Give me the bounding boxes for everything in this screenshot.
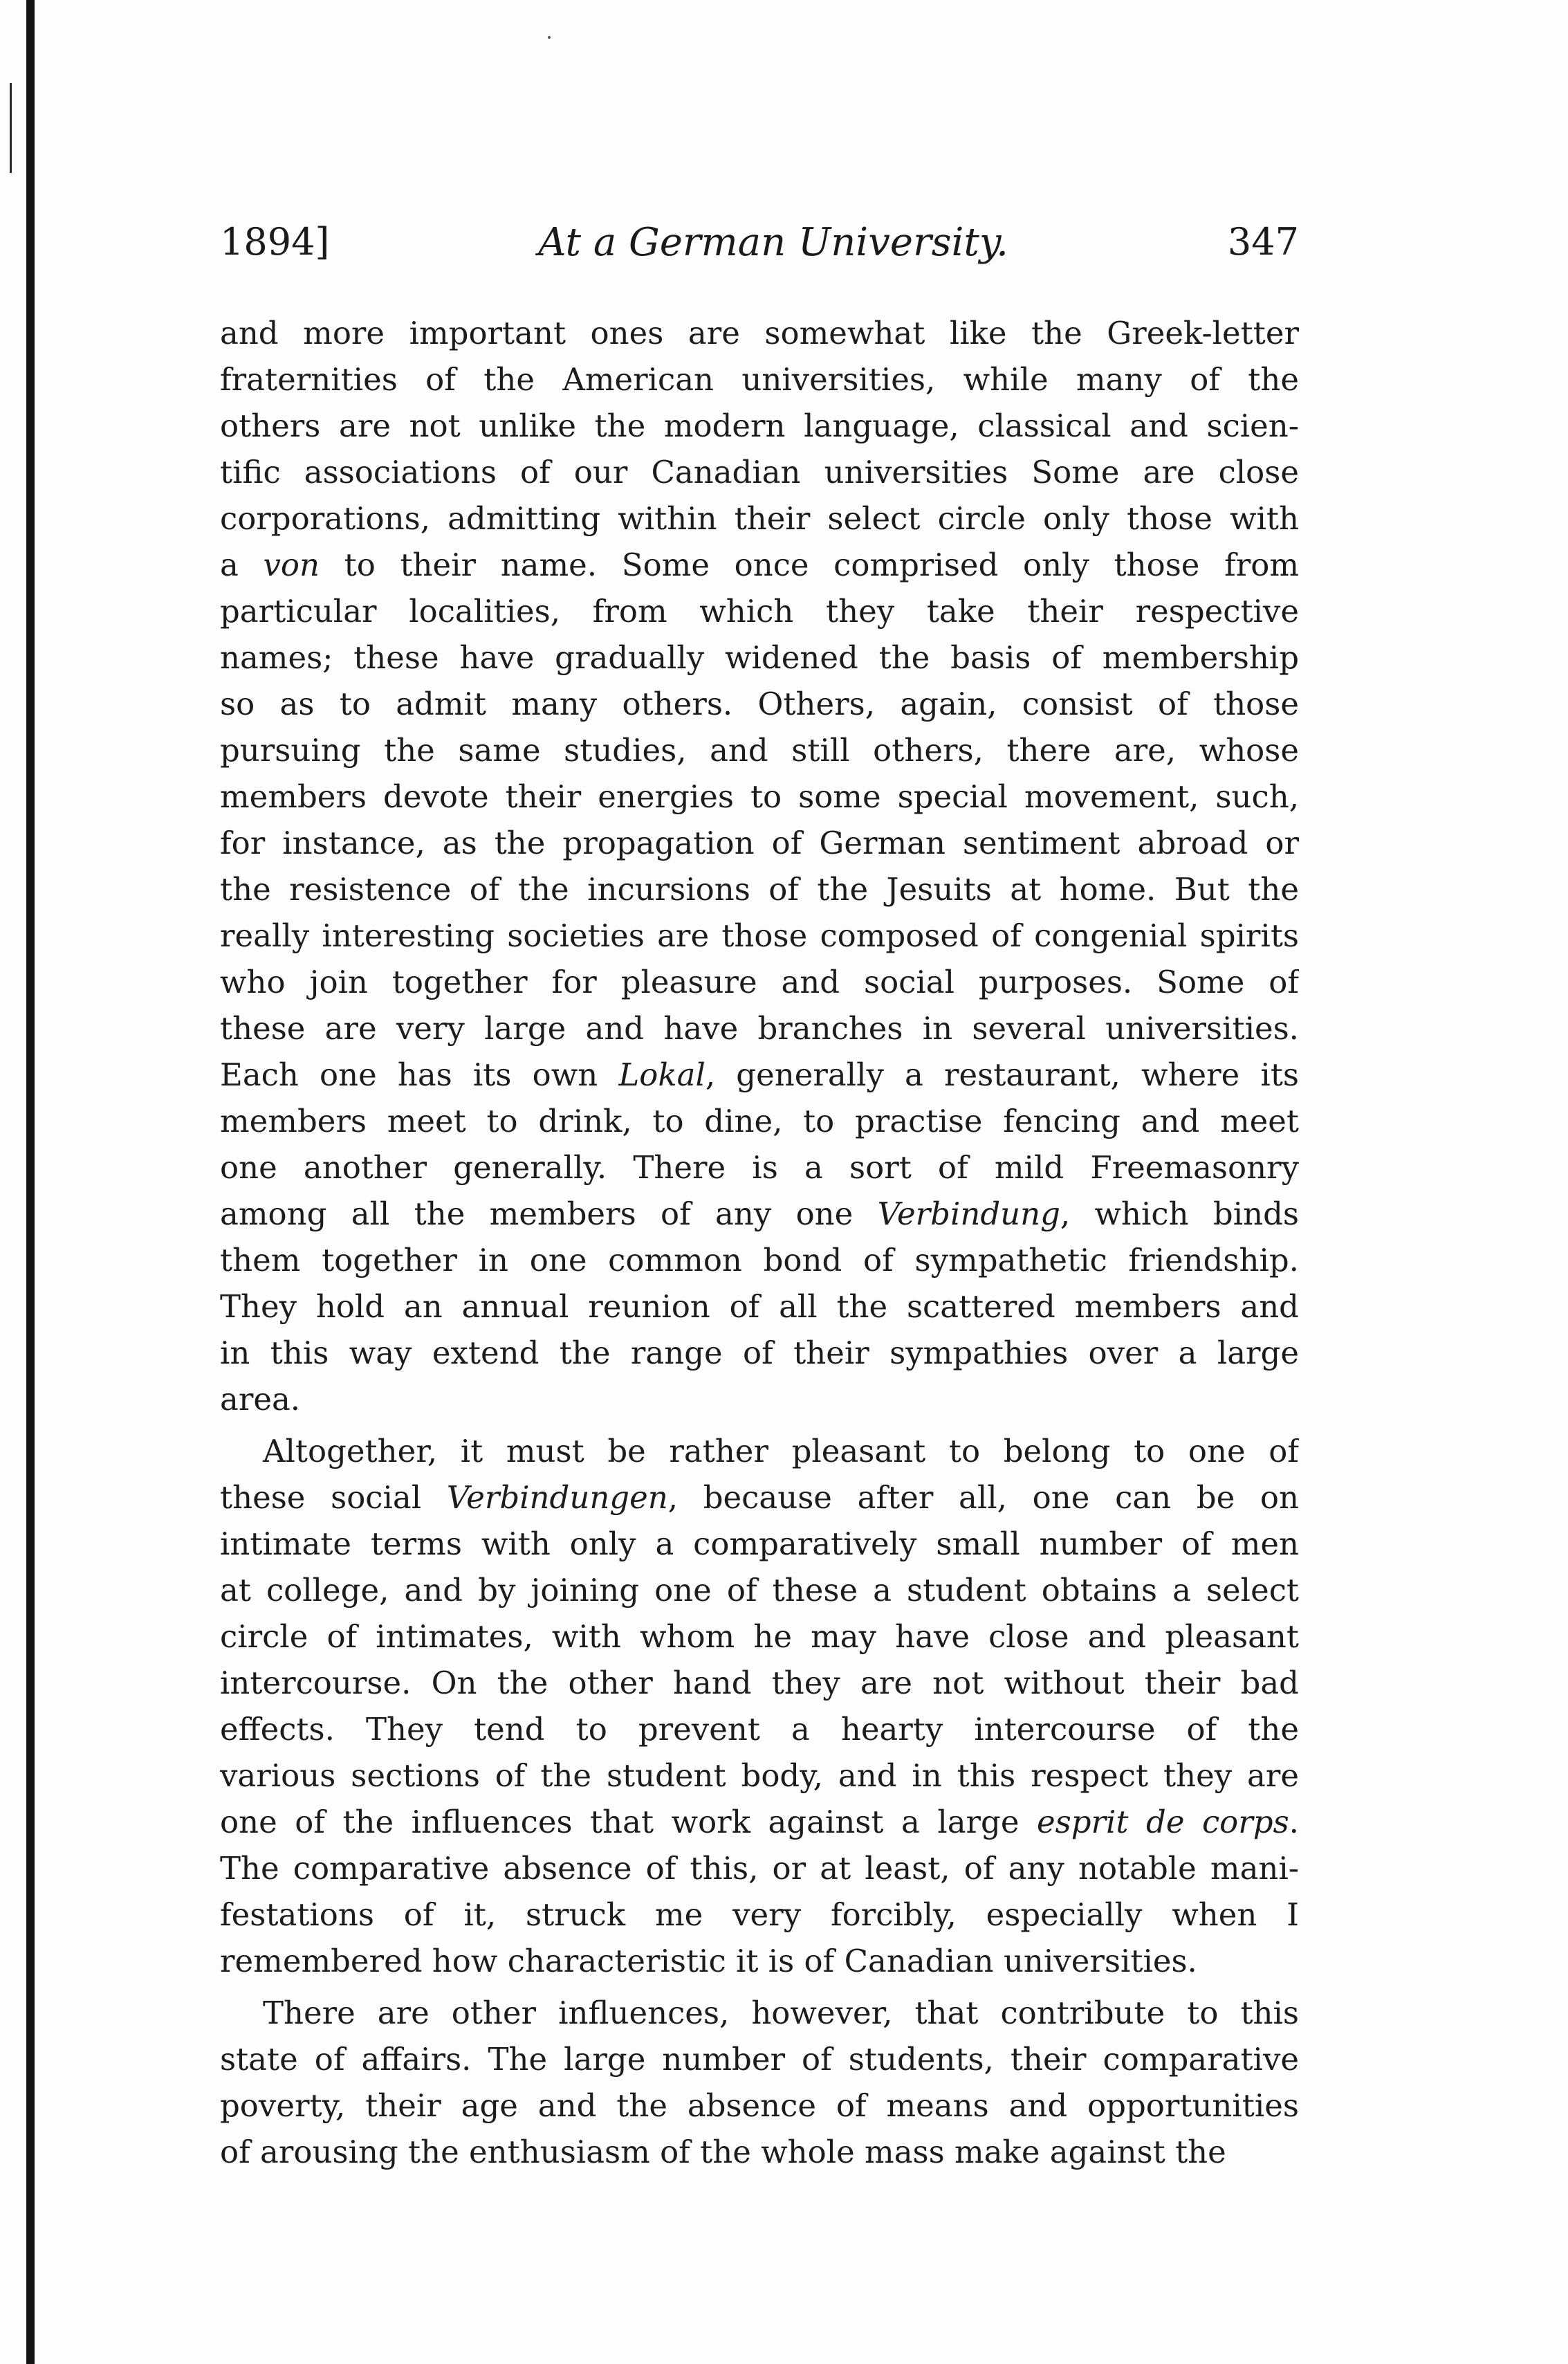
text-line: They hold an annual reunion of all the scattered members and <box>220 1288 1299 1325</box>
text-line: state of affairs. The large number of students, their comparative <box>220 2041 1299 2078</box>
text-line: remembered how characteristic it is of Canadian universities. <box>220 1943 1197 1979</box>
text-line: fraternities of the American universities, while many of the <box>220 361 1299 398</box>
text-line: really interesting societies are those composed of congenial spirits <box>220 917 1299 954</box>
text-line: one of the influences that work against a large esprit de corps. <box>220 1804 1299 1840</box>
text-line: these are very large and have branches in several universities. <box>220 1010 1299 1047</box>
body-text <box>220 310 1299 2175</box>
text-line: intimate terms with only a comparatively small number of men <box>220 1525 1299 1562</box>
text-line: one another generally. There is a sort of mild Freemasonry <box>220 1149 1299 1186</box>
text-line: of arousing the enthusiasm of the whole mass make against the <box>220 2134 1226 2170</box>
paragraph-gap <box>220 1984 1299 1990</box>
scan-speck <box>548 36 551 39</box>
text-line: members meet to drink, to dine, to practise fencing and meet <box>220 1103 1299 1139</box>
text-line: Altogether, it must be rather pleasant to belong to one of <box>263 1433 1299 1469</box>
text-line: these social Verbindungen, because after all, one can be on <box>220 1479 1299 1516</box>
text-line: tific associations of our Canadian universities Some are close <box>220 454 1299 491</box>
text-line: members devote their energies to some special movement, such, <box>220 778 1299 815</box>
text-line: names; these have gradually widened the basis of membership <box>220 639 1299 676</box>
text-line: pursuing the same studies, and still others, there are, whose <box>220 732 1299 769</box>
text-line: intercourse. On the other hand they are not without their bad <box>220 1665 1299 1701</box>
text-line: particular localities, from which they take their respective <box>220 593 1299 630</box>
text-line: so as to admit many others. Others, again, consist of those <box>220 686 1299 722</box>
text-line: and more important ones are somewhat like the Greek-letter <box>220 315 1299 351</box>
scan-binding-edge <box>26 0 35 2364</box>
text-line: at college, and by joining one of these a student obtains a select <box>220 1572 1299 1609</box>
text-line: area. <box>220 1381 301 1418</box>
text-line: circle of intimates, with whom he may have close and pleasant <box>220 1618 1299 1655</box>
text-line: The comparative absence of this, or at least, of any notable mani- <box>220 1850 1299 1887</box>
text-line: various sections of the student body, and in this respect they are <box>220 1757 1299 1794</box>
scan-edge-mark <box>10 83 12 173</box>
text-line: them together in one common bond of sympathetic friendship. <box>220 1242 1299 1279</box>
text-line: There are other influences, however, that contribute to this <box>263 1995 1299 2031</box>
text-line: festations of it, struck me very forcibly, especially when I <box>220 1896 1299 1933</box>
paragraph <box>220 1990 1299 2175</box>
text-line: the resistence of the incursions of the Jesuits at home. But the <box>220 871 1299 908</box>
header-year: 1894] <box>220 220 330 264</box>
page-number: 347 <box>1227 220 1299 264</box>
text-line: a von to their name. Some once comprised only those from <box>220 547 1299 583</box>
paragraph <box>220 310 1299 1422</box>
text-line: for instance, as the propagation of German sentiment abroad or <box>220 825 1299 861</box>
text-line: Each one has its own Lokal, generally a restaurant, where its <box>220 1056 1299 1093</box>
text-line: corporations, admitting within their select circle only those with <box>220 500 1299 537</box>
paragraph-gap <box>220 1422 1299 1428</box>
paragraph <box>220 1428 1299 1984</box>
header-title: At a German University. <box>538 220 1008 265</box>
text-line: among all the members of any one Verbindung, which binds <box>220 1195 1299 1232</box>
text-line: in this way extend the range of their sympathies over a large <box>220 1335 1299 1371</box>
text-line: poverty, their age and the absence of means and opportunities <box>220 2087 1299 2124</box>
running-header <box>220 220 1299 282</box>
text-line: effects. They tend to prevent a hearty intercourse of the <box>220 1711 1299 1748</box>
text-line: who join together for pleasure and social purposes. Some of <box>220 964 1299 1000</box>
text-line: others are not unlike the modern language, classical and scien- <box>220 407 1299 444</box>
